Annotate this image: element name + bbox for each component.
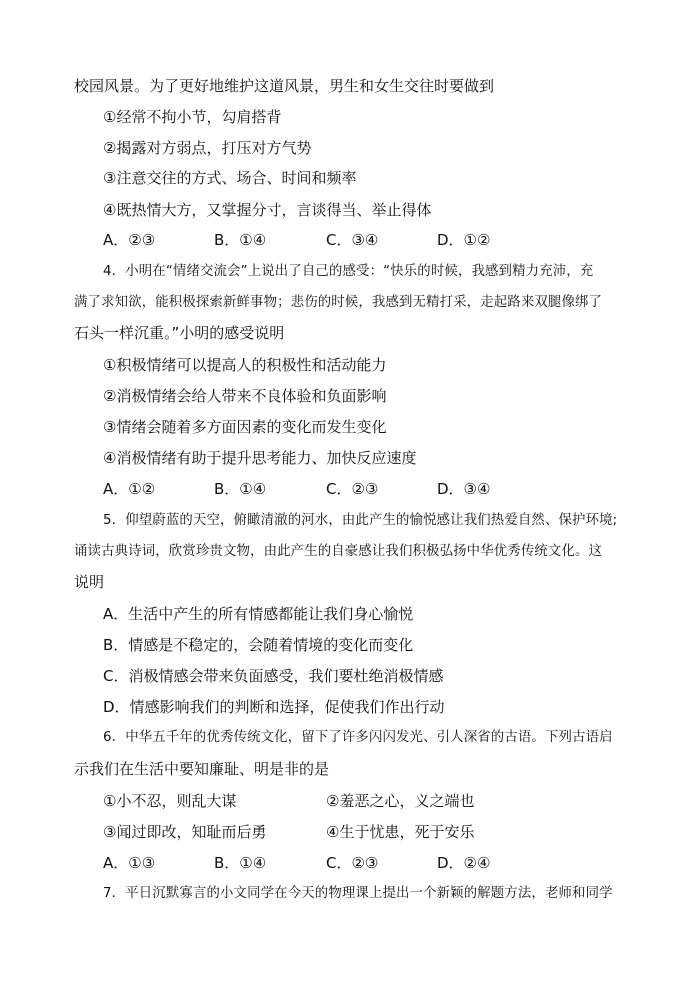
q4-option-d: D．③④ — [437, 480, 491, 498]
q7-stem-line-1: 7．平日沉默寡言的小文同学在今天的物理课上提出一个新颖的解题方法，老师和同学 — [103, 886, 613, 901]
q5-stem-line-2: 诵读古典诗词，欣赏珍贵文物，由此产生的自豪感让我们积极弘扬中华优秀传统文化。这 — [74, 544, 603, 559]
q3-options — [103, 230, 523, 250]
q4-stem-line-3: 石头一样沉重。”小明的感受说明 — [74, 324, 285, 342]
q4-option-b: B．①④ — [214, 480, 267, 498]
q3-option-d: D．①② — [437, 231, 491, 249]
q5-choice-a: A．生活中产生的所有情感都能让我们身心愉悦 — [103, 605, 414, 623]
q3-item-4: ④既热情大方，又掌握分寸，言谈得当、举止得体 — [103, 201, 432, 219]
q5-choice-b: B．情感是不稳定的，会随着情境的变化而变化 — [103, 636, 414, 654]
q6-items-row-2 — [103, 822, 583, 842]
q3-option-a: A．②③ — [103, 231, 156, 249]
q5-stem-line-1: 5．仰望蔚蓝的天空，俯瞰清澈的河水，由此产生的愉悦感让我们热爱自然、保护环境; — [103, 513, 618, 528]
q6-items-row-1 — [103, 791, 583, 811]
q6-options — [103, 853, 523, 873]
q4-stem-line-2: 满了求知欲，能积极探索新鲜事物；悲伤的时候，我感到无精打采，走起路来双腿像绑了 — [74, 295, 603, 310]
q4-item-2: ②消极情绪会给人带来不良体验和负面影响 — [103, 387, 387, 405]
q4-option-c: C．②③ — [326, 480, 379, 498]
q4-item-1: ①积极情绪可以提高人的积极性和活动能力 — [103, 356, 387, 374]
q6-item-3: ③闻过即改，知耻而后勇 — [103, 823, 267, 841]
q4-stem-line-1: 4．小明在“情绪交流会”上说出了自己的感受：“快乐的时候，我感到精力充沛，充 — [103, 264, 594, 279]
q6-option-a: A．①③ — [103, 854, 156, 872]
q6-item-1: ①小不忍，则乱大谋 — [103, 792, 237, 810]
q3-option-b: B．①④ — [214, 231, 267, 249]
q5-choice-c: C．消极情感会带来负面感受，我们要杜绝消极情感 — [103, 667, 444, 685]
q3-item-2: ②揭露对方弱点，打压对方气势 — [103, 139, 312, 157]
q3-item-1: ①经常不拘小节，勾肩搭背 — [103, 108, 282, 126]
q6-item-2: ②羞恶之心，义之端也 — [326, 792, 475, 810]
q6-option-b: B．①④ — [214, 854, 267, 872]
q6-stem-line-1: 6．中华五千年的优秀传统文化，留下了许多闪闪发光、引人深省的古语。下列古语启 — [103, 730, 613, 745]
q3-item-3: ③注意交往的方式、场合、时间和频率 — [103, 169, 357, 187]
q5-choice-d: D．情感影响我们的判断和选择，促使我们作出行动 — [103, 698, 445, 716]
q4-option-a: A．①② — [103, 480, 156, 498]
q3-stem-tail: 校园风景。为了更好地维护这道风景，男生和女生交往时要做到 — [74, 77, 495, 95]
q6-option-d: D．②④ — [437, 854, 491, 872]
q6-item-4: ④生于忧患，死于安乐 — [326, 823, 475, 841]
q6-stem-line-2: 示我们在生活中要知廉耻、明是非的是 — [74, 760, 330, 778]
q4-item-3: ③情绪会随着多方面因素的变化而发生变化 — [103, 418, 387, 436]
q3-option-c: C．③④ — [326, 231, 379, 249]
q5-stem-line-3: 说明 — [74, 573, 105, 591]
q4-options — [103, 479, 523, 499]
q6-option-c: C．②③ — [326, 854, 379, 872]
q4-item-4: ④消极情绪有助于提升思考能力、加快反应速度 — [103, 449, 417, 467]
